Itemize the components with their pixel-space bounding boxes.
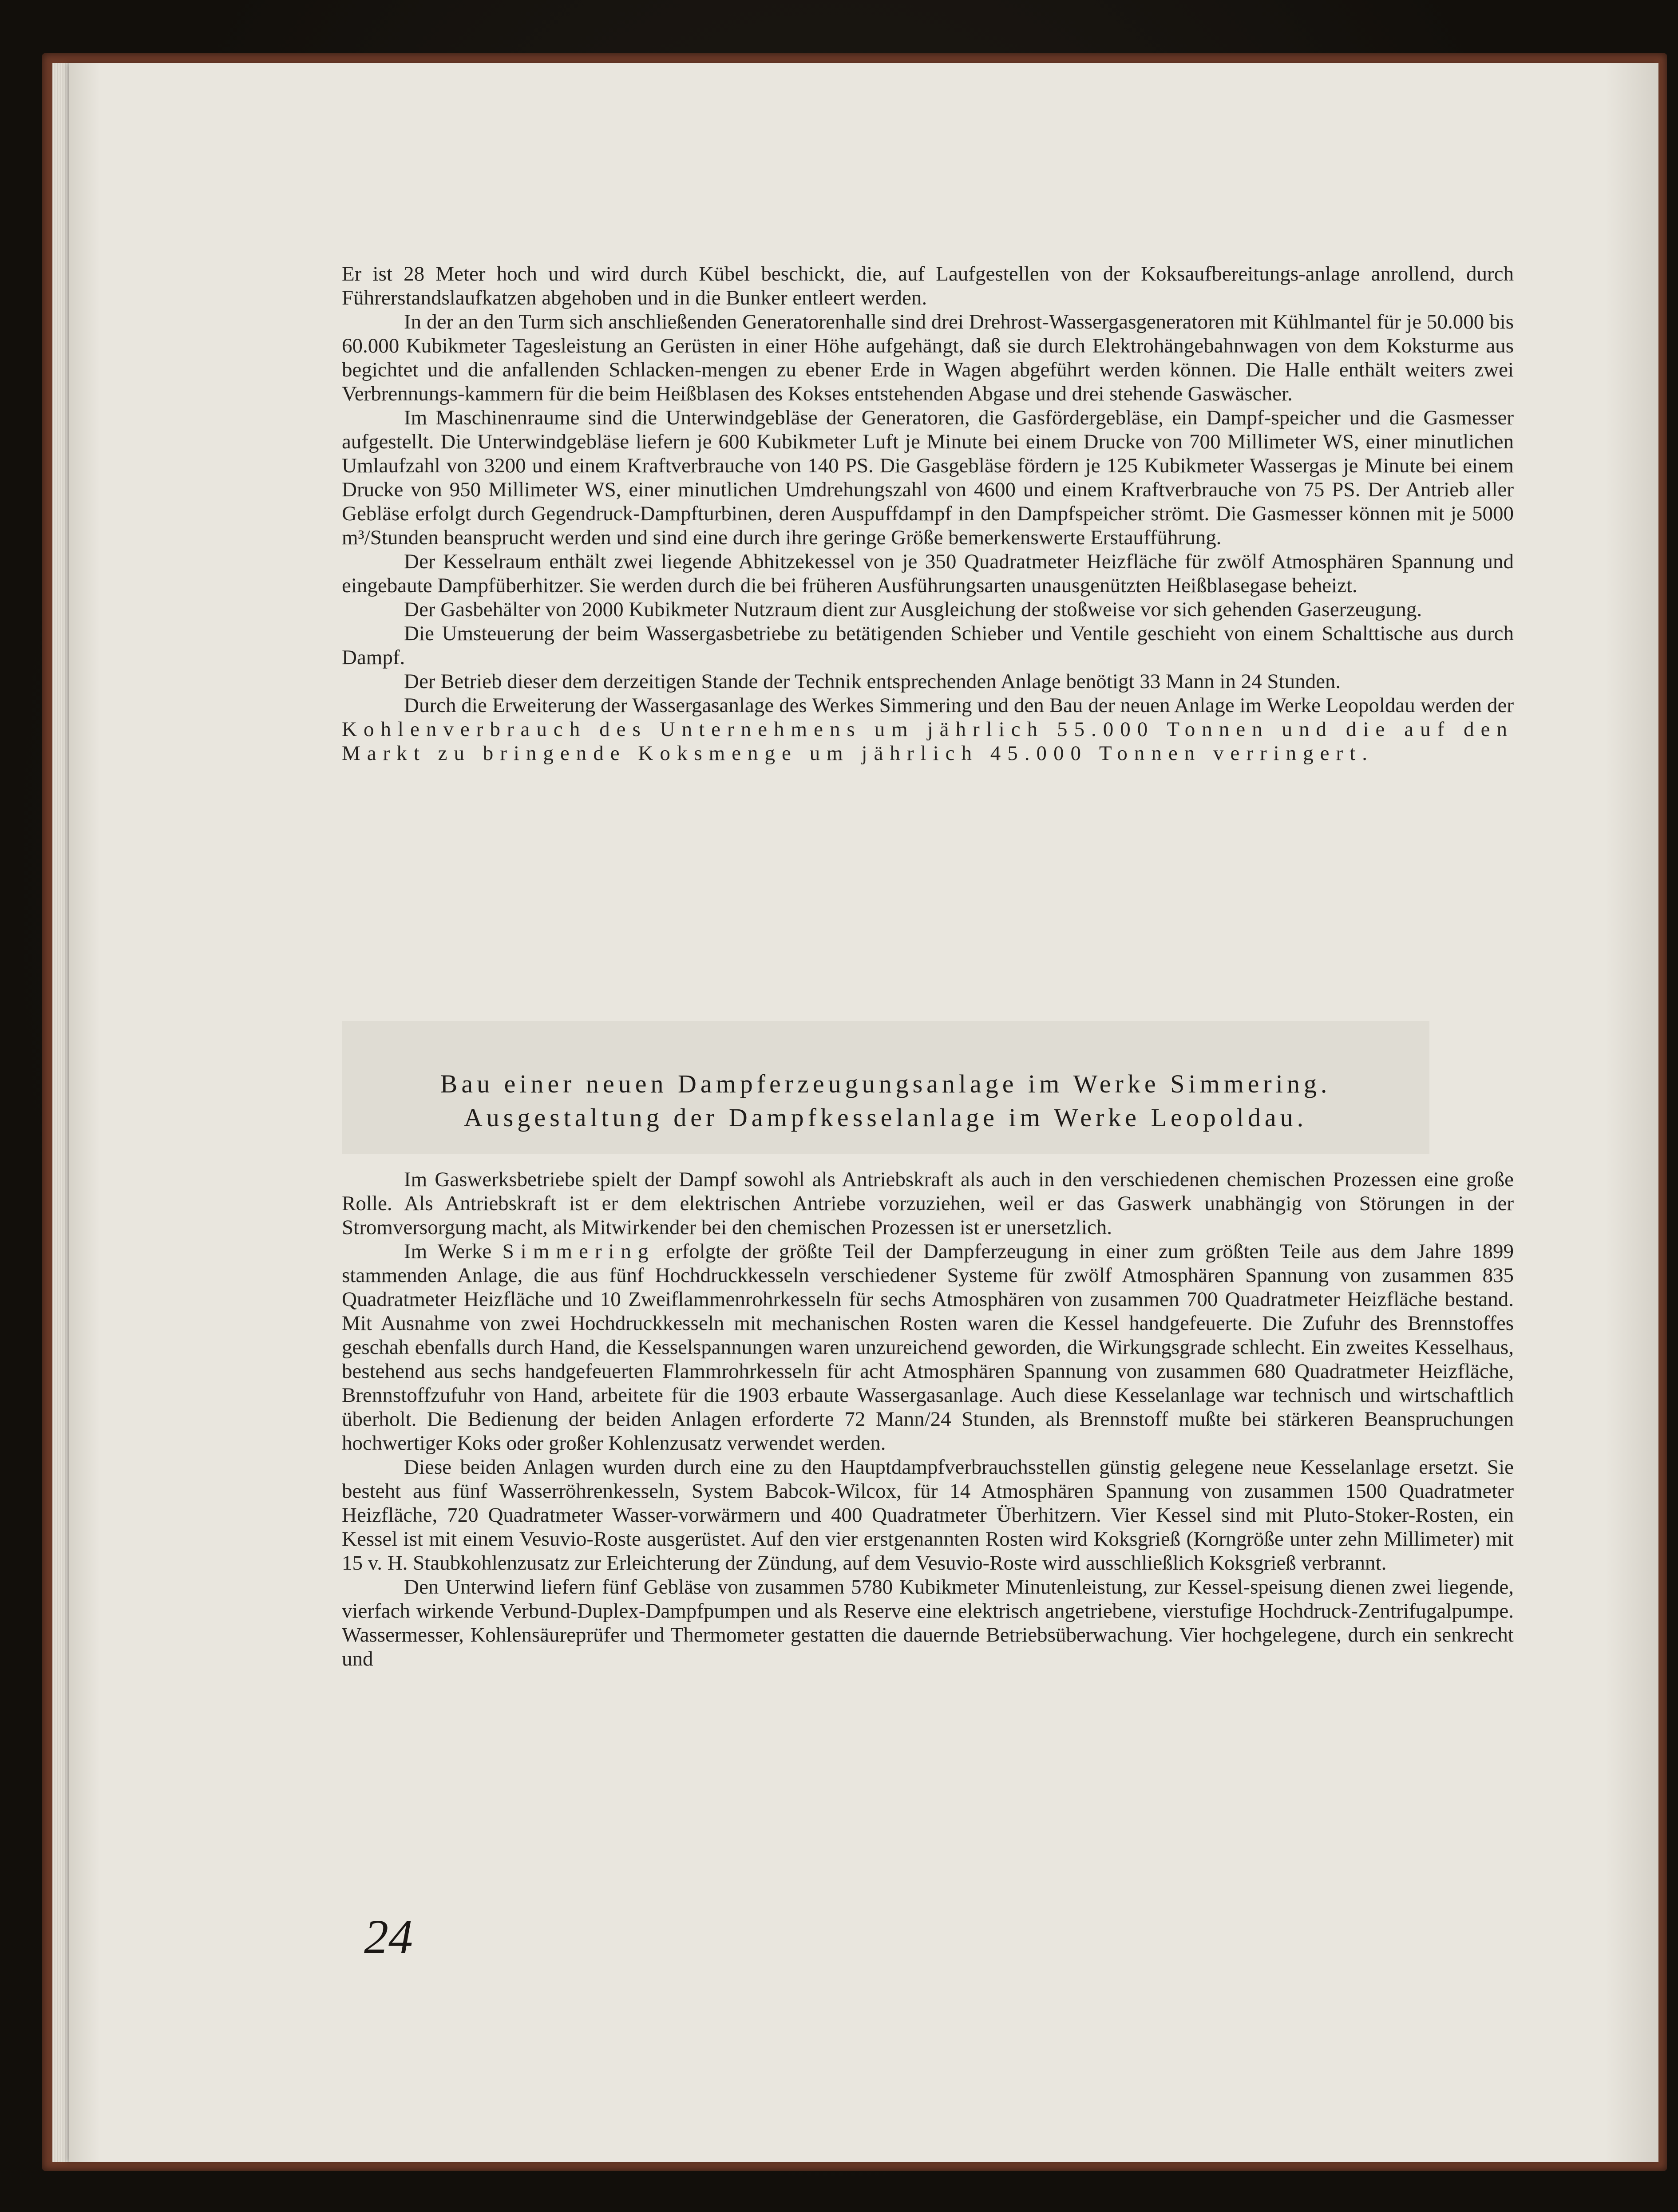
paragraph-8-start: Durch die Erweiterung der Wassergasanlage des Werkes Simmering und den Bau der neuen Anlage im Werke Leopoldau werden der: [404, 694, 1514, 717]
paragraph-8: [342, 693, 1514, 765]
paragraph-1: Er ist 28 Meter hoch und wird durch Kübel beschickt, die, auf Laufgestellen von der Koksaufbereitungs-anlage anrollend, durch Führerstandslaufkatzen abgehoben und in die Bunker entleert werden.: [342, 262, 1514, 309]
text-block-bottom: [342, 1167, 1514, 1671]
section-heading-line-2: Ausgestaltung der Dampfkesselanlage im Werke Leopoldau.: [463, 1103, 1308, 1132]
paragraph-8-spaced: Kohlenverbrauch des Unternehmens um jährlich 55.000 Tonnen und die auf den Markt zu bringende Koksmenge um jährlich 45.000 Tonnen verringert.: [342, 718, 1514, 765]
paragraph-9: Im Gaswerksbetriebe spielt der Dampf sowohl als Antriebskraft als auch in den verschiedenen chemischen Prozessen eine große Rolle. Als Antriebskraft ist er dem elektrischen Antriebe vorzuziehen, weil er das Gaswerk unabhängig von Störungen in der Stromversorgung macht, als Mitwirkender bei den chemischen Prozessen ist er unersetzlich.: [342, 1168, 1514, 1239]
section-heading-line-1: Bau einer neuen Dampferzeugungsanlage im Werke Simmering.: [440, 1069, 1331, 1098]
paragraph-6: Die Umsteuerung der beim Wassergasbetriebe zu betätigenden Schieber und Ventile geschieht von einem Schalttische aus durch Dampf.: [342, 622, 1514, 669]
paragraph-10-start: Im Werke: [404, 1240, 492, 1263]
page-number: 24: [364, 1910, 413, 1964]
page-gutter-shadow: [69, 63, 100, 2162]
paragraph-10-rest: erfolgte der größte Teil der Dampferzeugung in einer zum größten Teile aus dem Jahre 1899 stammenden Anlage, die aus fünf Hochdruckkesseln verschiedener Systeme für zwölf Atmosphären Spannung von zusammen 835 Quadratmeter Heizfläche und 10 Zweiflammenrohrkesseln für sechs Atmosphären von zusammen 700 Quadratmeter Heizfläche bestand. Mit Ausnahme von zwei Hochdruckkesseln mit mechanischen Rosten waren die Kessel handgefeuerte. Die Zufuhr des Brennstoffes geschah ebenfalls durch Hand, die Kesselspannungen waren unzureichend geworden, die Wirkungsgrade schlecht. Ein zweites Kesselhaus, bestehend aus sechs handgefeuerten Flammrohrkesseln für acht Atmosphären Spannung von zusammen 680 Quadratmeter Heizfläche, Brennstoffzufuhr von Hand, arbeitete für die 1903 erbaute Wassergasanlage. Auch diese Kesselanlage war technisch und wirtschaftlich überholt. Die Bedienung der beiden Anlagen erforderte 72 Mann/24 Stunden, als Brennstoff mußte bei stärkeren Beanspruchungen hochwertiger Koks oder großer Kohlenzusatz verwendet werden.: [342, 1240, 1514, 1455]
paragraph-11: Diese beiden Anlagen wurden durch eine zu den Hauptdampfverbrauchsstellen günstig gelegene neue Kesselanlage ersetzt. Sie besteht aus fünf Wasserröhrenkesseln, System Babcok-Wilcox, für 14 Atmosphären Spannung von zusammen 1500 Quadratmeter Heizfläche, 720 Quadratmeter Wasser-vorwärmern und 400 Quadratmeter Überhitzern. Vier Kessel sind mit Pluto-Stoker-Rosten, ein Kessel ist mit einem Vesuvio-Roste ausgerüstet. Auf den vier erstgenannten Rosten wird Koksgrieß (Korngröße unter zehn Millimeter) mit 15 v. H. Staubkohlenzusatz zur Erleichterung der Zündung, auf dem Vesuvio-Roste wird ausschließlich Koksgrieß verbrannt.: [342, 1456, 1514, 1575]
text-block-top: [342, 262, 1514, 765]
paragraph-2: In der an den Turm sich anschließenden Generatorenhalle sind drei Drehrost-Wassergasgeneratoren mit Kühlmantel für je 50.000 bis 60.000 Kubikmeter Tagesleistung an Gerüsten in einer Höhe aufgehängt, daß sie durch Elektrohängebahnwagen von dem Koksturme aus begichtet und die anfallenden Schlacken-mengen zu ebener Erde in Wagen abgeführt werden können. Die Halle enthält weiters zwei Verbrennungs-kammern für die beim Heißblasen des Kokses entstehenden Abgase und drei stehende Gaswäscher.: [342, 310, 1514, 405]
paragraph-4: Der Kesselraum enthält zwei liegende Abhitzekessel von je 350 Quadratmeter Heizfläche für zwölf Atmosphären Spannung und eingebaute Dampfüberhitzer. Sie werden durch die bei früheren Ausführungsarten unausgenützten Heißblasegase beheizt.: [342, 550, 1514, 597]
paragraph-3: Im Maschinenraume sind die Unterwindgebläse der Generatoren, die Gasfördergebläse, ein Dampf-speicher und die Gasmesser aufgestellt. Die Unterwindgebläse liefern je 600 Kubikmeter Luft je Minute bei einem Drucke von 700 Millimeter WS, einer minutlichen Umlaufzahl von 3200 und einem Kraftverbrauche von 140 PS. Die Gasgebläse fördern je 125 Kubikmeter Wassergas je Minute bei einem Drucke von 950 Millimeter WS, einer minutlichen Umdrehungszahl von 4600 und einem Kraftverbrauche von 75 PS. Der Antrieb aller Gebläse erfolgt durch Gegendruck-Dampfturbinen, deren Auspuffdampf in den Dampfspeicher strömt. Die Gasmesser können mit je 5000 m³/Stunden beansprucht werden und sind eine durch ihre geringe Größe bemerkenswerte Erstaufführung.: [342, 406, 1514, 549]
paragraph-10-spaced: Simmering: [502, 1240, 655, 1263]
paragraph-7: Der Betrieb dieser dem derzeitigen Stande der Technik entsprechenden Anlage benötigt 33 Mann in 24 Stunden.: [404, 670, 1341, 693]
paragraph-5: Der Gasbehälter von 2000 Kubikmeter Nutzraum dient zur Ausgleichung der stoßweise vor sich gehenden Gaserzeugung.: [404, 598, 1422, 621]
page-curve-shadow: [1605, 63, 1658, 2162]
paragraph-12: Den Unterwind liefern fünf Gebläse von zusammen 5780 Kubikmeter Minutenleistung, zur Kessel-speisung dienen zwei liegende, vierfach wirkende Verbund-Duplex-Dampfpumpen und als Reserve eine elektrisch angetriebene, vierstufige Hochdruck-Zentrifugalpumpe. Wassermesser, Kohlensäureprüfer und Thermometer gestatten die dauernde Betriebsüberwachung. Vier hochgelegene, durch ein senkrecht und: [342, 1575, 1514, 1670]
paragraph-10: [342, 1239, 1514, 1455]
